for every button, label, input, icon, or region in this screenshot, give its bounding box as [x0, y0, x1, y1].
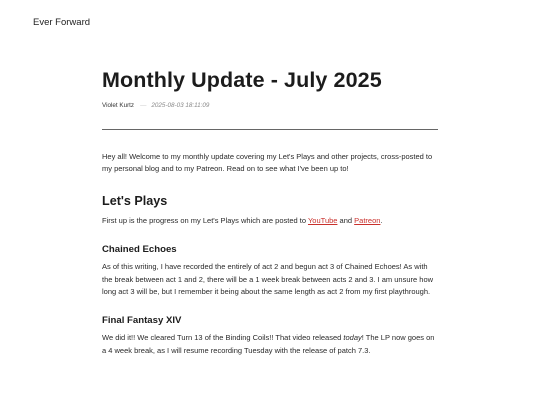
post-content: [102, 151, 438, 357]
chained-echoes-heading: Chained Echoes: [102, 244, 177, 256]
ff-text-after: ! The LP now goes on a 4 week break, as I will resume recording Tuesday with the release of patch 7.3.: [102, 333, 435, 355]
final-fantasy-paragraph: [102, 332, 438, 357]
ff-text-emphasis: today: [343, 333, 362, 343]
lets-plays-and: and: [337, 215, 355, 225]
meta-separator: —: [140, 102, 147, 109]
lets-plays-paragraph: [102, 215, 438, 227]
header-divider: [102, 129, 438, 130]
post-meta: [102, 101, 438, 111]
chained-echoes-paragraph: As of this writing, I have recorded the entirely of act 2 and begun act 3 of Chained Echoes! As with the break between act 1 and 2, there will be a 1 week break between acts 2 and 3. I am unsure how long act 3 will be, but I remember it being about the same length as act 2 from my first playthrough.: [102, 262, 434, 297]
youtube-link[interactable]: YouTube: [307, 215, 338, 225]
blog-post: [102, 66, 438, 357]
lets-plays-end: .: [380, 215, 383, 225]
patreon-link[interactable]: Patreon: [354, 215, 381, 225]
post-date: 2025-08-03 18:11:09: [151, 102, 210, 109]
lets-plays-text: First up is the progress on my Let's Plays which are posted to: [102, 215, 308, 225]
post-author: Violet Kurtz: [102, 102, 135, 109]
ff-text-before: We did it!! We cleared Turn 13 of the Binding Coils!! That video released: [102, 333, 344, 343]
final-fantasy-heading: Final Fantasy XIV: [102, 315, 182, 327]
site-title-link[interactable]: Ever Forward: [33, 17, 91, 28]
post-title: Monthly Update - July 2025: [102, 68, 382, 92]
intro-paragraph: Hey all! Welcome to my monthly update covering my Let's Plays and other projects, cross-posted to my personal blog and to my Patreon. Read on to see what I've been up to!: [102, 152, 433, 174]
lets-plays-heading: Let's Plays: [102, 193, 168, 208]
